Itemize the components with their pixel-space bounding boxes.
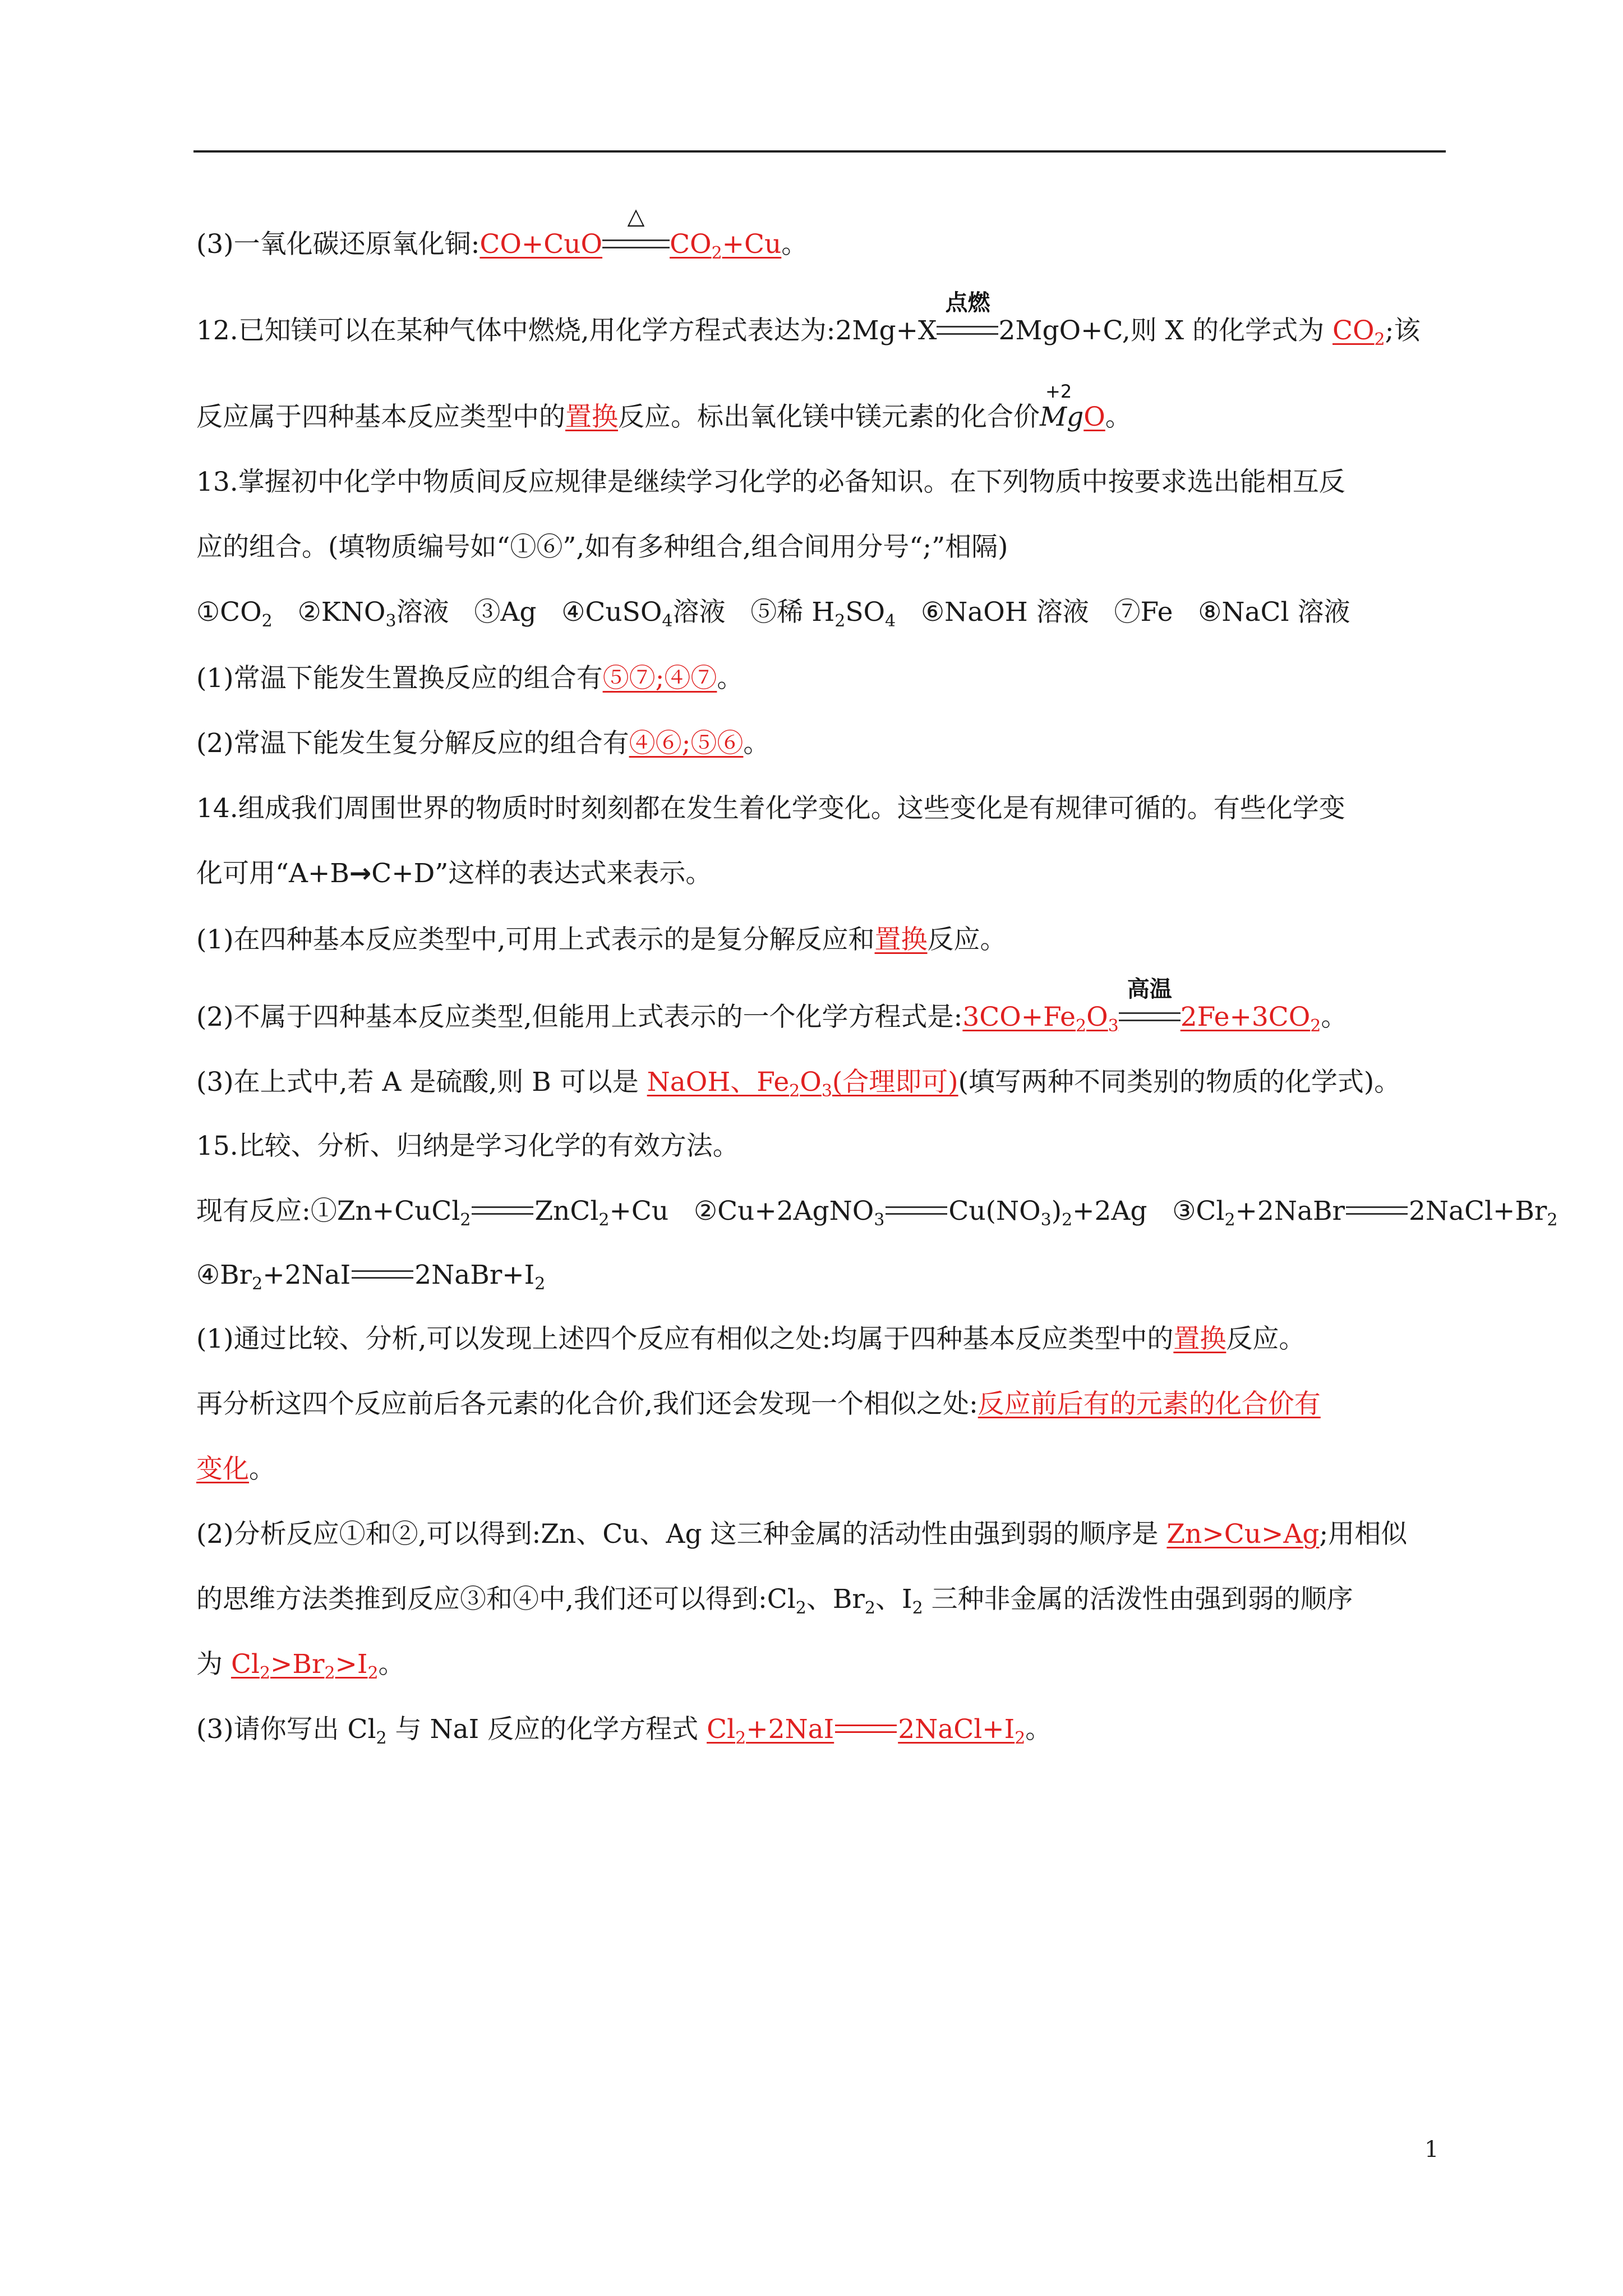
answer: ⑤⑦;④⑦ xyxy=(602,663,717,694)
q15-part2-line2: 的思维方法类推到反应③和④中,我们还可以得到$:Cl_2$、$Br_2$、$I_2$ 三种非金属的活泼性由强到弱的顺序 xyxy=(196,1584,1353,1618)
answer: ④⑥;⑤⑥ xyxy=(629,728,744,759)
q15-part3: (3)请你写出 $Cl_2$ 与 NaI 反应的化学方程式 $Cl_2+2NaI$ $2NaCl+I_2$。 xyxy=(196,1714,1052,1748)
q15-part1-line3: 变化。 xyxy=(196,1454,275,1484)
answer: 置换 xyxy=(874,924,928,955)
q12-line2: 反应属于四种基本反应类型中的置换反应。标出氧化镁中镁元素的化合价 +2 MgO。 xyxy=(196,400,1132,434)
q14-part3: (3)在上式中,若 A 是硫酸,则 B 可以是 NaOH、$Fe_2O_3$(合理即可)(填写两种不同类别的物质的化学式)。 xyxy=(196,1067,1401,1101)
q14-part2: (2)不属于四种基本反应类型,但能用上式表示的一个化学方程式是$:3CO+Fe_2O_3$ 高温 $2Fe+3CO_2$。 xyxy=(196,1001,1347,1034)
arrow-icon: → xyxy=(349,858,372,889)
heat-condition-symbol: △ xyxy=(627,204,645,229)
q14-part1: (1)在四种基本反应类型中,可用上式表示的是复分解反应和置换反应。 xyxy=(196,924,1007,955)
q14-line1: 14.组成我们周围世界的物质时时刻刻都在发生着化学变化。这些变化是有规律可循的。有些化学变 xyxy=(196,793,1345,824)
answer: Zn>Cu>Ag xyxy=(1166,1519,1320,1550)
q15-reactions-1: 现有反应:①Zn+CuCl$_2$ ZnCl$_2$+Cu ②Cu+2AgNO$_3$ $Cu(NO_3)_2+2Ag$ $③Cl_2+2NaBr$ $2NaCl+Br_2$ xyxy=(196,1196,1558,1230)
q15-part2-line1: (2)分析反应①和②,可以得到:Zn、Cu、Ag 这三种金属的活动性由强到弱的顺序是 Zn>Cu>Ag;用相似 xyxy=(196,1519,1408,1550)
answer: $Cl_2>Br_2>I_2$ xyxy=(230,1649,379,1683)
answer: $3CO+Fe_2O_3$ 高温 $2Fe+3CO_2$ xyxy=(962,1002,1321,1032)
q15-line1: 15.比较、分析、归纳是学习化学的有效方法。 xyxy=(196,1131,739,1161)
high-temp-condition: 高温 xyxy=(1127,976,1172,1002)
q15-part1-line2: 再分析这四个反应前后各元素的化合价,我们还会发现一个相似之处:反应前后有的元素的化合价有 xyxy=(196,1389,1321,1419)
q15-part2-line3: 为 $Cl_2>Br_2>I_2$。 xyxy=(196,1649,405,1683)
q13-items: $①CO_2$ $②KNO_3$溶液 ③Ag ④CuSO$_4$溶液 ⑤稀 $H_2SO_4$ ⑥NaOH 溶液 ⑦Fe ⑧NaCl 溶液 xyxy=(196,597,1350,631)
q12-line1: 12.已知镁可以在某种气体中燃烧,用化学方程式表达为:2Mg+X 点燃 2MgO+C,则 X 的化学式为 $CO_2$;该 xyxy=(196,314,1420,348)
q15-reactions-2: $④Br_2+2NaI$ $2NaBr+I_2$ xyxy=(196,1260,546,1294)
valence-mark: +2 Mg xyxy=(1040,381,1084,432)
q14-line2: 化可用“A+B→C+D”这样的表达式来表示。 xyxy=(196,858,712,889)
answer: 置换 xyxy=(1173,1324,1227,1354)
ignite-condition: 点燃 xyxy=(945,290,990,316)
q13-part2: (2)常温下能发生复分解反应的组合有④⑥;⑤⑥。 xyxy=(196,728,770,759)
answer: O xyxy=(1083,402,1105,432)
q15-part1-line1: (1)通过比较、分析,可以发现上述四个反应有相似之处:均属于四种基本反应类型中的置换反应。 xyxy=(196,1324,1306,1354)
q11-part3: (3)一氧化碳还原氧化铜:CO+CuO △ $CO_2+Cu$。 xyxy=(196,228,808,261)
answer: 置换 xyxy=(565,402,618,432)
answer: 变化 xyxy=(196,1454,249,1484)
q13-part1: (1)常温下能发生置换反应的组合有⑤⑦;④⑦。 xyxy=(196,663,744,694)
answer: 反应前后有的元素的化合价有 xyxy=(978,1389,1321,1419)
answer: CO+CuO △ $CO_2+Cu$ xyxy=(479,229,781,260)
question-text: (3)一氧化碳还原氧化铜: xyxy=(196,229,480,260)
answer: $CO_2$ xyxy=(1332,315,1385,349)
q13-line2: 应的组合。(填物质编号如“①⑥”,如有多种组合,组合间用分号“;”相隔) xyxy=(196,532,1008,563)
page-number: 1 xyxy=(1424,2137,1439,2163)
answer: NaOH、$Fe_2O_3$(合理即可) xyxy=(647,1067,958,1101)
q13-line1: 13.掌握初中化学中物质间反应规律是继续学习化学的必备知识。在下列物质中按要求选出能相互反 xyxy=(196,467,1345,497)
header-rule xyxy=(193,150,1446,153)
answer: $Cl_2+2NaI$ $2NaCl+I_2$ xyxy=(707,1714,1026,1748)
